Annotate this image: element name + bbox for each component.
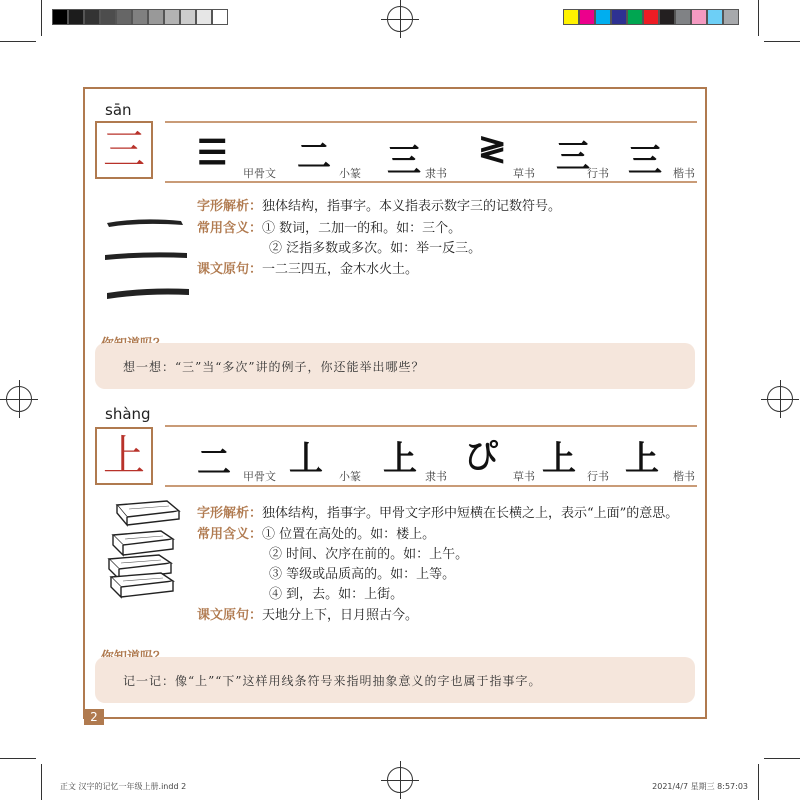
meaning-item: ④ 到，去。如：上街。 — [269, 587, 404, 602]
did-you-know-text: 记一记：像“上”“下”这样用线条符号来指明抽象意义的字也属于指事字。 — [123, 673, 542, 688]
character-box — [95, 427, 153, 485]
script-glyph-xiaozhuan: 二 — [297, 137, 331, 177]
gray-swatch — [52, 9, 68, 25]
gray-swatch — [180, 9, 196, 25]
script-label-kaishu: 楷书 — [673, 167, 695, 180]
script-glyph-lishu: 三 — [387, 141, 421, 181]
meaning-item: ① 数词，二加一的和。如：三个。 — [262, 221, 462, 236]
color-swatch — [611, 9, 627, 25]
crop-mark — [758, 0, 759, 36]
gray-swatch — [148, 9, 164, 25]
gray-swatch — [116, 9, 132, 25]
footer-file-info: 正文 汉字的记忆一年级上册.indd 2 — [60, 782, 187, 791]
crop-mark — [758, 764, 759, 800]
gray-swatch — [132, 9, 148, 25]
script-glyph-jiaguwen: ☰ — [197, 133, 228, 173]
analysis-key: 字形解析： — [197, 506, 263, 521]
stacked-books-illustration — [103, 497, 189, 601]
gray-swatch — [84, 9, 100, 25]
script-label-jiaguwen: 甲骨文 — [243, 167, 276, 180]
meaning-key: 常用含义： — [197, 221, 263, 236]
color-swatch — [563, 9, 579, 25]
pinyin: shàng — [105, 405, 151, 423]
gray-swatch — [212, 9, 228, 25]
divider-top — [165, 121, 697, 123]
registration-mark-left — [6, 386, 32, 412]
source-text: 一二三四五，金木水火土。 — [262, 262, 419, 277]
color-swatch — [579, 9, 595, 25]
crop-mark — [0, 41, 36, 42]
color-swatch — [659, 9, 675, 25]
analysis-row — [197, 195, 561, 214]
script-glyph-caoshu: ≷ — [478, 129, 507, 169]
color-swatch — [675, 9, 691, 25]
source-key: 课文原句： — [197, 608, 263, 623]
meaning-row — [197, 523, 435, 542]
source-row — [197, 258, 418, 277]
did-you-know-box — [95, 343, 695, 389]
meaning-item: ② 泛指多数或多次。如：举一反三。 — [269, 241, 482, 256]
analysis-row — [197, 502, 678, 521]
color-swatch — [707, 9, 723, 25]
color-swatch — [627, 9, 643, 25]
did-you-know-box — [95, 657, 695, 703]
meaning-row — [197, 217, 461, 236]
source-text: 天地分上下，日月照古今。 — [262, 608, 419, 623]
headword-character: 上 — [102, 431, 145, 480]
crop-mark — [41, 764, 42, 800]
script-label-lishu: 隶书 — [425, 167, 447, 180]
process-color-bar — [563, 9, 739, 25]
script-label-jiaguwen: 甲骨文 — [243, 470, 276, 483]
script-glyph-kaishu: 上 — [625, 439, 659, 479]
script-label-xingshu: 行书 — [587, 167, 609, 180]
script-glyph-lishu: 上 — [383, 439, 417, 479]
analysis-text: 独体结构，指事字。甲骨文字形中短横在长横之上，表示“上面”的意思。 — [262, 506, 679, 521]
color-swatch — [595, 9, 611, 25]
meaning-key: 常用含义： — [197, 527, 263, 542]
gray-swatch — [164, 9, 180, 25]
character-box — [95, 121, 153, 179]
registration-mark-right — [767, 386, 793, 412]
script-glyph-xingshu: 上 — [542, 439, 576, 479]
script-label-kaishu: 楷书 — [673, 470, 695, 483]
divider-bottom — [165, 181, 697, 183]
footer-timestamp: 2021/4/7 星期三 8:57:03 — [652, 782, 748, 791]
color-swatch — [691, 9, 707, 25]
crop-mark — [41, 0, 42, 36]
script-glyph-caoshu: ぴ — [464, 437, 498, 477]
script-label-caoshu: 草书 — [513, 167, 535, 180]
divider-top — [165, 425, 697, 427]
source-row — [197, 604, 418, 623]
meaning-item: ② 时间、次序在前的。如：上午。 — [269, 547, 469, 562]
script-glyph-xingshu: 三 — [556, 137, 590, 177]
did-you-know-text: 想一想：“三”当“多次”讲的例子，你还能举出哪些？ — [123, 359, 425, 374]
analysis-key: 字形解析： — [197, 199, 263, 214]
registration-mark-top — [387, 6, 413, 32]
meaning-item: ③ 等级或品质高的。如：上等。 — [269, 567, 456, 582]
crop-mark — [0, 758, 36, 759]
meaning-item: ① 位置在高处的。如：楼上。 — [262, 527, 436, 542]
color-swatch — [723, 9, 739, 25]
grayscale-color-bar — [52, 9, 228, 25]
script-label-lishu: 隶书 — [425, 470, 447, 483]
color-swatch — [643, 9, 659, 25]
page-number: 2 — [84, 709, 104, 725]
gray-swatch — [100, 9, 116, 25]
brush-stroke-illustration — [101, 207, 193, 303]
headword-character: 三 — [102, 125, 145, 174]
divider-bottom — [165, 485, 697, 487]
source-key: 课文原句： — [197, 262, 263, 277]
pinyin: sān — [105, 101, 132, 119]
gray-swatch — [196, 9, 212, 25]
registration-mark-bottom — [387, 767, 413, 793]
crop-mark — [764, 41, 800, 42]
script-glyph-kaishu: 三 — [628, 141, 662, 181]
script-label-xingshu: 行书 — [587, 470, 609, 483]
page-frame — [83, 87, 707, 719]
script-label-xiaozhuan: 小篆 — [339, 167, 361, 180]
analysis-text: 独体结构，指事字。本义指表示数字三的记数符号。 — [262, 199, 562, 214]
script-label-caoshu: 草书 — [513, 470, 535, 483]
script-glyph-jiaguwen: 二 — [197, 443, 231, 483]
script-glyph-xiaozhuan: 丄 — [289, 439, 323, 479]
script-label-xiaozhuan: 小篆 — [339, 470, 361, 483]
crop-mark — [764, 758, 800, 759]
gray-swatch — [68, 9, 84, 25]
